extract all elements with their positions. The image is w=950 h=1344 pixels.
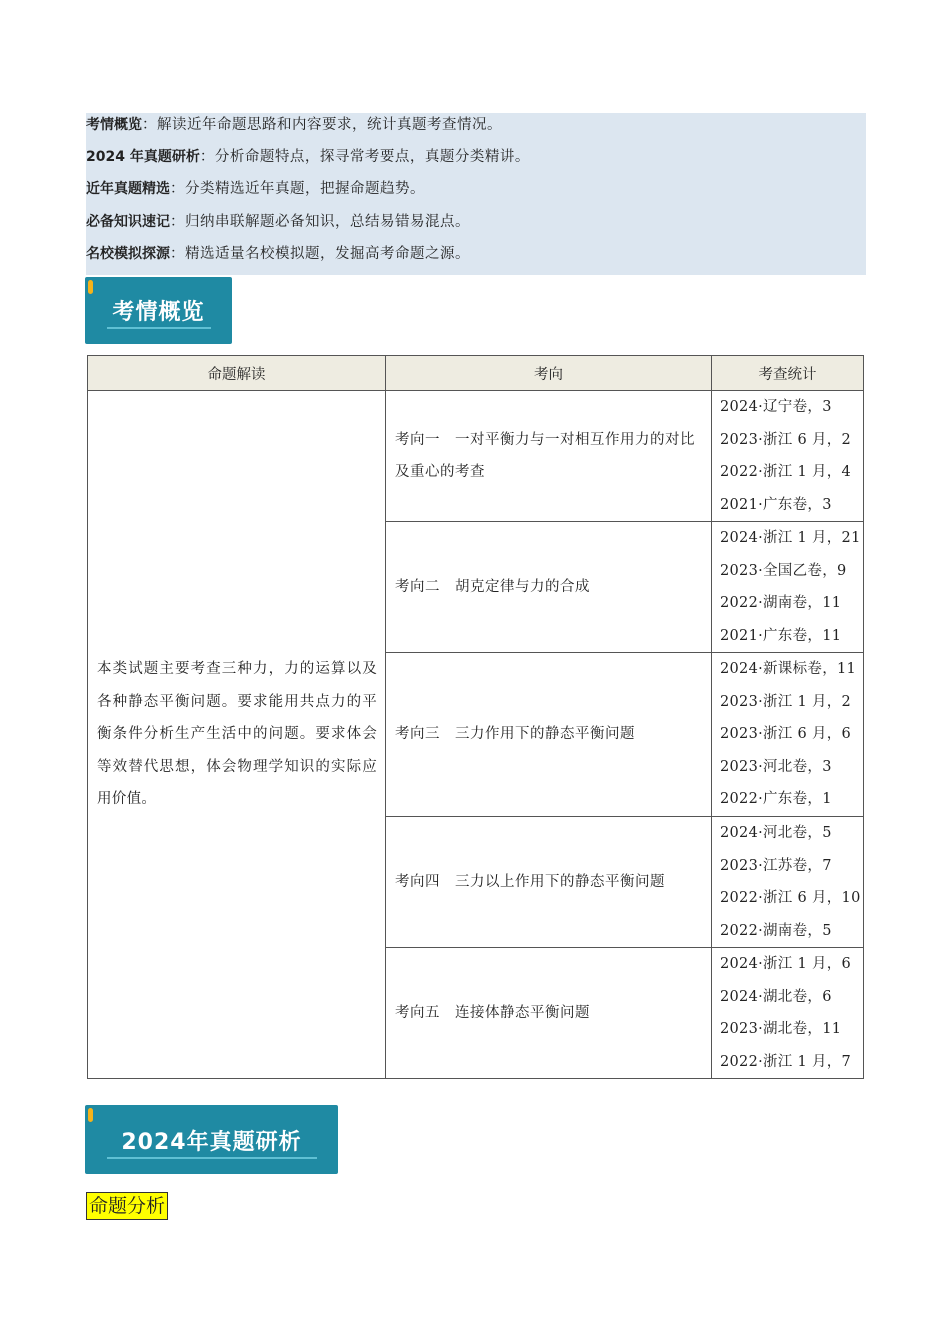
intro-line-knowledge: 必备知识速记：归纳串联解题必备知识，总结易错易混点。 [86,214,470,230]
stat-item: 2024·湖北卷，6 [720,988,832,1005]
stat-item: 2023·浙江 6 月，2 [720,431,852,448]
intro-line-selected: 近年真题精选：分类精选近年真题，把握命题趋势。 [86,181,425,197]
stat-item: 2022·广东卷，1 [720,791,832,807]
stat-item: 2022·浙江 1 月，7 [720,1053,852,1070]
stat-item: 2024·新课标卷，11 [720,661,857,677]
direction-cell: 考向五 连接体静态平衡问题 [386,948,712,1079]
stats-cell [712,391,864,522]
stats-cell [712,948,864,1079]
direction-cell: 考向二 胡克定律与力的合成 [386,522,712,653]
stat-item: 2023·全国乙卷，9 [720,562,847,579]
exam-stats-table [87,355,864,1079]
direction-cell: 考向一 一对平衡力与一对相互作用力的对比及重心的考查 [386,391,712,522]
intro-panel [86,113,866,275]
header-direction: 考向 [386,356,712,391]
stat-item: 2022·浙江 6 月，10 [720,890,861,906]
intro-line-mock: 名校模拟探源：精选适量名校模拟题，发掘高考命题之源。 [86,246,470,262]
stat-item: 2022·浙江 1 月，4 [720,464,852,480]
intro-line-overview: 考情概览：解读近年命题思路和内容要求，统计真题考查情况。 [86,117,502,133]
overview-banner-title: 考情概览 [112,300,205,325]
stat-item: 2023·浙江 1 月，2 [720,693,852,710]
stat-item: 2022·湖南卷，5 [720,922,832,939]
stat-item: 2024·浙江 1 月，6 [720,956,852,972]
table-header-row [88,356,864,391]
stat-item: 2024·浙江 1 月，21 [720,530,861,546]
header-interpretation: 命题解读 [88,356,386,391]
section-tag: 命题分析 [86,1192,168,1220]
stat-item: 2024·河北卷，5 [720,825,832,841]
interpretation-cell: 本类试题主要考查三种力，力的运算以及各种静态平衡问题。要求能用共点力的平衡条件分析生产生活中的问题。要求体会等效替代思想，体会物理学知识的实际应用价值。 [88,391,386,1079]
overview-banner [85,277,232,344]
analysis-banner-title: 2024年真题研析 [121,1130,302,1155]
banner-tick-icon [88,280,93,294]
table-row [88,391,864,522]
banner-tick-icon [88,1108,93,1122]
stats-cell [712,522,864,653]
header-statistics: 考查统计 [712,356,864,391]
stat-item: 2023·江苏卷，7 [720,857,832,874]
analysis-banner [85,1105,338,1174]
stat-item: 2024·辽宁卷，3 [720,399,832,415]
stats-cell [712,817,864,948]
intro-line-analysis: 2024 年真题研析：分析命题特点，探寻常考要点，真题分类精讲。 [86,149,530,165]
banner-underline [107,327,211,329]
stat-item: 2023·河北卷，3 [720,758,832,775]
stat-item: 2022·湖南卷，11 [720,595,842,611]
direction-cell: 考向三 三力作用下的静态平衡问题 [386,653,712,817]
stat-item: 2023·浙江 6 月，6 [720,726,852,742]
direction-cell: 考向四 三力以上作用下的静态平衡问题 [386,817,712,948]
stat-item: 2021·广东卷，3 [720,496,832,513]
stat-item: 2021·广东卷，11 [720,627,842,644]
stat-item: 2023·湖北卷，11 [720,1021,842,1037]
banner-underline [107,1157,317,1159]
stats-cell [712,653,864,817]
